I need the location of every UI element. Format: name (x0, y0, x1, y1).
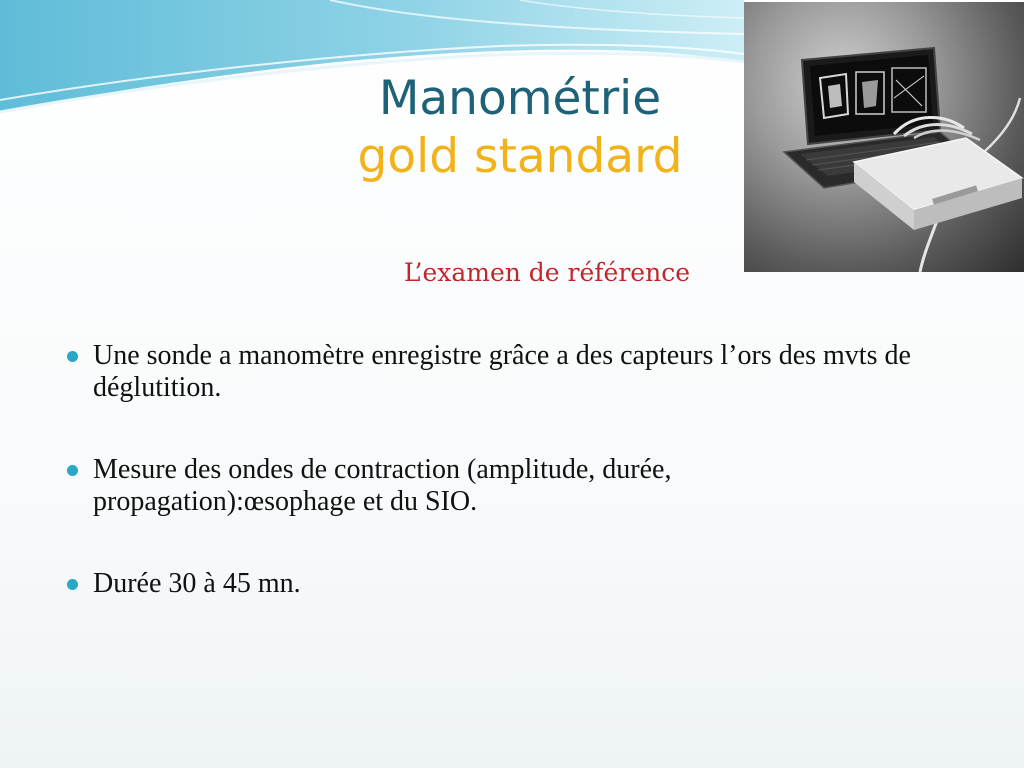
slide-subtitle: L’examen de référence (403, 258, 690, 287)
bullet-dot-icon (67, 579, 78, 590)
manometry-device-photo (744, 2, 1024, 272)
bullet-text: Mesure des ondes de contraction (amplitude, durée, propagation):œsophage et du SIO. (93, 454, 672, 517)
bullet-item (64, 568, 924, 600)
bullet-list (64, 340, 924, 650)
title-line-1: Manométrie (378, 71, 662, 126)
bullet-text: Une sonde a manomètre enregistre grâce a des capteurs l’ors des mvts de déglutition. (93, 340, 911, 403)
device-photo-drawing (744, 2, 1024, 272)
slide-title (330, 70, 710, 186)
bullet-item (64, 340, 924, 404)
title-line-2: gold standard (357, 129, 683, 184)
bullet-dot-icon (67, 351, 78, 362)
bullet-item (64, 454, 924, 518)
bullet-dot-icon (67, 465, 78, 476)
bullet-text: Durée 30 à 45 mn. (93, 568, 301, 599)
